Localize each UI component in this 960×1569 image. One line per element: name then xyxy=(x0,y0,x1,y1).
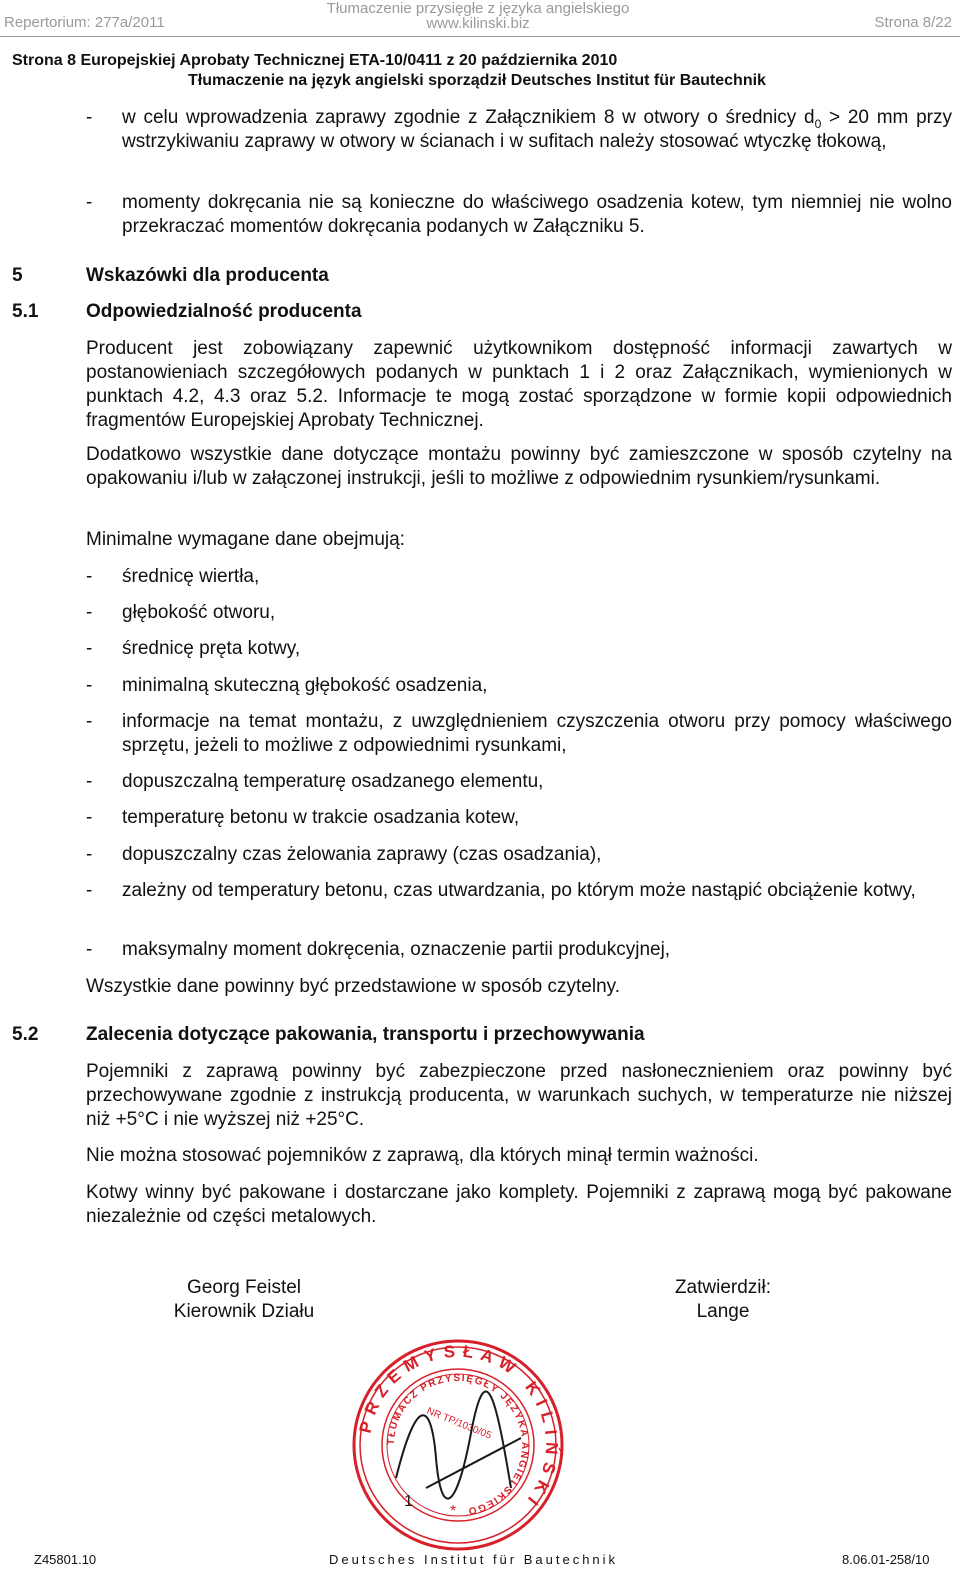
header-translation-note: Tłumaczenie przysięgłe z języka angielskiego xyxy=(326,0,630,17)
paragraph-expiry: Nie można stosować pojemników z zaprawą, dla których minął termin ważności. xyxy=(86,1145,759,1166)
list-dash: - xyxy=(86,107,93,128)
list-item: maksymalny moment dokręcenia, oznaczenie partii produkcyjnej, xyxy=(122,939,671,960)
svg-text:TŁUMACZ PRZYSIĘGŁY JĘZYKA ANGI: TŁUMACZ PRZYSIĘGŁY JĘZYKA ANGIELSKIEGO xyxy=(385,1372,531,1517)
intro-item-torque: momenty dokręcania nie są konieczne do właściwego osadzenia kotew, tym niemniej nie wolno przekraczać momentów dokręcania podanych w Załączniku 5. xyxy=(122,192,952,237)
header-repertorium: Repertorium: 277a/2011 xyxy=(4,14,165,31)
section-5-2-title: Zalecenia dotyczące pakowania, transportu i przechowywania xyxy=(86,1024,645,1045)
list-item: głębokość otworu, xyxy=(122,602,276,623)
header-eta-reference: Strona 8 Europejskiej Aprobaty Technicznej ETA-10/0411 z 20 października 2010 xyxy=(12,52,618,69)
list-dash: - xyxy=(86,711,93,732)
list-item: średnicę wiertła, xyxy=(122,566,260,587)
intro-item-plug: w celu wprowadzenia zaprawy zgodnie z Załącznikiem 8 w otwory o średnicy $d_0 > 20$ mm przy wstrzykiwaniu zaprawy w otwory w ścianach i w sufitach należy stosować wtyczkę tłokową, xyxy=(122,107,952,152)
footer-reference: 8.06.01-258/10 xyxy=(842,1552,930,1567)
section-5-title: Wskazówki dla producenta xyxy=(86,265,329,286)
paragraph-packaging: Kotwy winny być pakowane i dostarczane jako komplety. Pojemniki z zaprawą mogą być pakowane niezależnie od części metalowych. xyxy=(86,1182,952,1227)
paragraph-manufacturer-duty: Producent jest zobowiązany zapewnić użytkownikom dostępność informacji zawartych w postanowieniach szczegółowych podanych w punktach 1 i 2 oraz Załącznikach, wymienionych w punktach 4.2, 4.3 oraz 5.2. Informacje te mogą zostać sporządzone w formie kopii odpowiednich fragmentów Europejskiej Aprobaty Technicznej. xyxy=(86,338,952,431)
list-item: minimalną skuteczną głębokość osadzenia, xyxy=(122,675,488,696)
list-dash: - xyxy=(86,807,93,828)
footer-file-id: Z45801.10 xyxy=(34,1552,97,1567)
section-5-2-number: 5.2 xyxy=(12,1024,39,1045)
section-5-1-number: 5.1 xyxy=(12,301,39,322)
list-dash: - xyxy=(86,192,93,213)
list-dash: - xyxy=(86,675,93,696)
list-dash: - xyxy=(86,602,93,623)
list-dash: - xyxy=(86,880,93,901)
header-website-link[interactable]: www.kilinski.biz xyxy=(426,15,530,32)
signature-left-role: Kierownik Działu xyxy=(173,1301,315,1322)
footer-institute: Deutsches Institut für Bautechnik xyxy=(329,1552,619,1567)
header-page-number: Strona 8/22 xyxy=(874,14,952,31)
svg-text:PRZEMYSŁAW KILIŃSKI: PRZEMYSŁAW KILIŃSKI xyxy=(355,1341,562,1515)
section-5-number: 5 xyxy=(12,265,23,286)
paragraph-data-legible: Wszystkie dane powinny być przedstawione w sposób czytelny. xyxy=(86,976,621,997)
list-item: temperaturę betonu w trakcie osadzania kotew, xyxy=(122,807,520,828)
list-item: zależny od temperatury betonu, czas utwardzania, po którym może nastąpić obciążenie kotwy, xyxy=(122,880,916,901)
official-stamp xyxy=(346,1338,570,1552)
paragraph-installation-data: Dodatkowo wszystkie dane dotyczące montażu powinny być zamieszczone w sposób czytelny na opakowaniu i/lub w załączonej instrukcji, jeśli to możliwe z odpowiednim rysunkiem/rysunkami. xyxy=(86,444,952,489)
signature-right-label: Zatwierdził: xyxy=(674,1277,772,1298)
list-dash: - xyxy=(86,566,93,587)
paragraph-minimum-data: Minimalne wymagane dane obejmują: xyxy=(86,529,405,550)
paragraph-storage: Pojemniki z zaprawą powinny być zabezpieczone przed nasłonecznieniem oraz powinny być przechowywane zgodnie z instrukcją producenta, w warunkach suchych, w temperaturze nie niższej niż +5°C i nie wyższej niż +25°C. xyxy=(86,1061,952,1130)
svg-text:NR TP/1030/05: NR TP/1030/05 xyxy=(425,1405,493,1442)
list-dash: - xyxy=(86,939,93,960)
list-dash: - xyxy=(86,638,93,659)
section-5-1-title: Odpowiedzialność producenta xyxy=(86,301,362,322)
list-item: średnicę pręta kotwy, xyxy=(122,638,301,659)
list-item: dopuszczalną temperaturę osadzanego elementu, xyxy=(122,771,544,792)
list-item: informacje na temat montażu, z uwzględnieniem czyszczenia otworu przy pomocy właściwego sprzętu, jeżeli to możliwe z odpowiednimi rysunkami, xyxy=(122,711,952,756)
list-item: dopuszczalny czas żelowania zaprawy (czas osadzania), xyxy=(122,844,602,865)
list-dash: - xyxy=(86,771,93,792)
list-dash: - xyxy=(86,844,93,865)
header-divider xyxy=(0,36,960,37)
signature-right-name: Lange xyxy=(696,1301,750,1322)
svg-text:*: * xyxy=(450,1503,457,1520)
svg-text:1: 1 xyxy=(404,1493,413,1510)
header-translated-by: Tłumaczenie na język angielski sporządził Deutsches Institut für Bautechnik xyxy=(188,72,766,89)
signature-left-name: Georg Feistel xyxy=(186,1277,302,1298)
